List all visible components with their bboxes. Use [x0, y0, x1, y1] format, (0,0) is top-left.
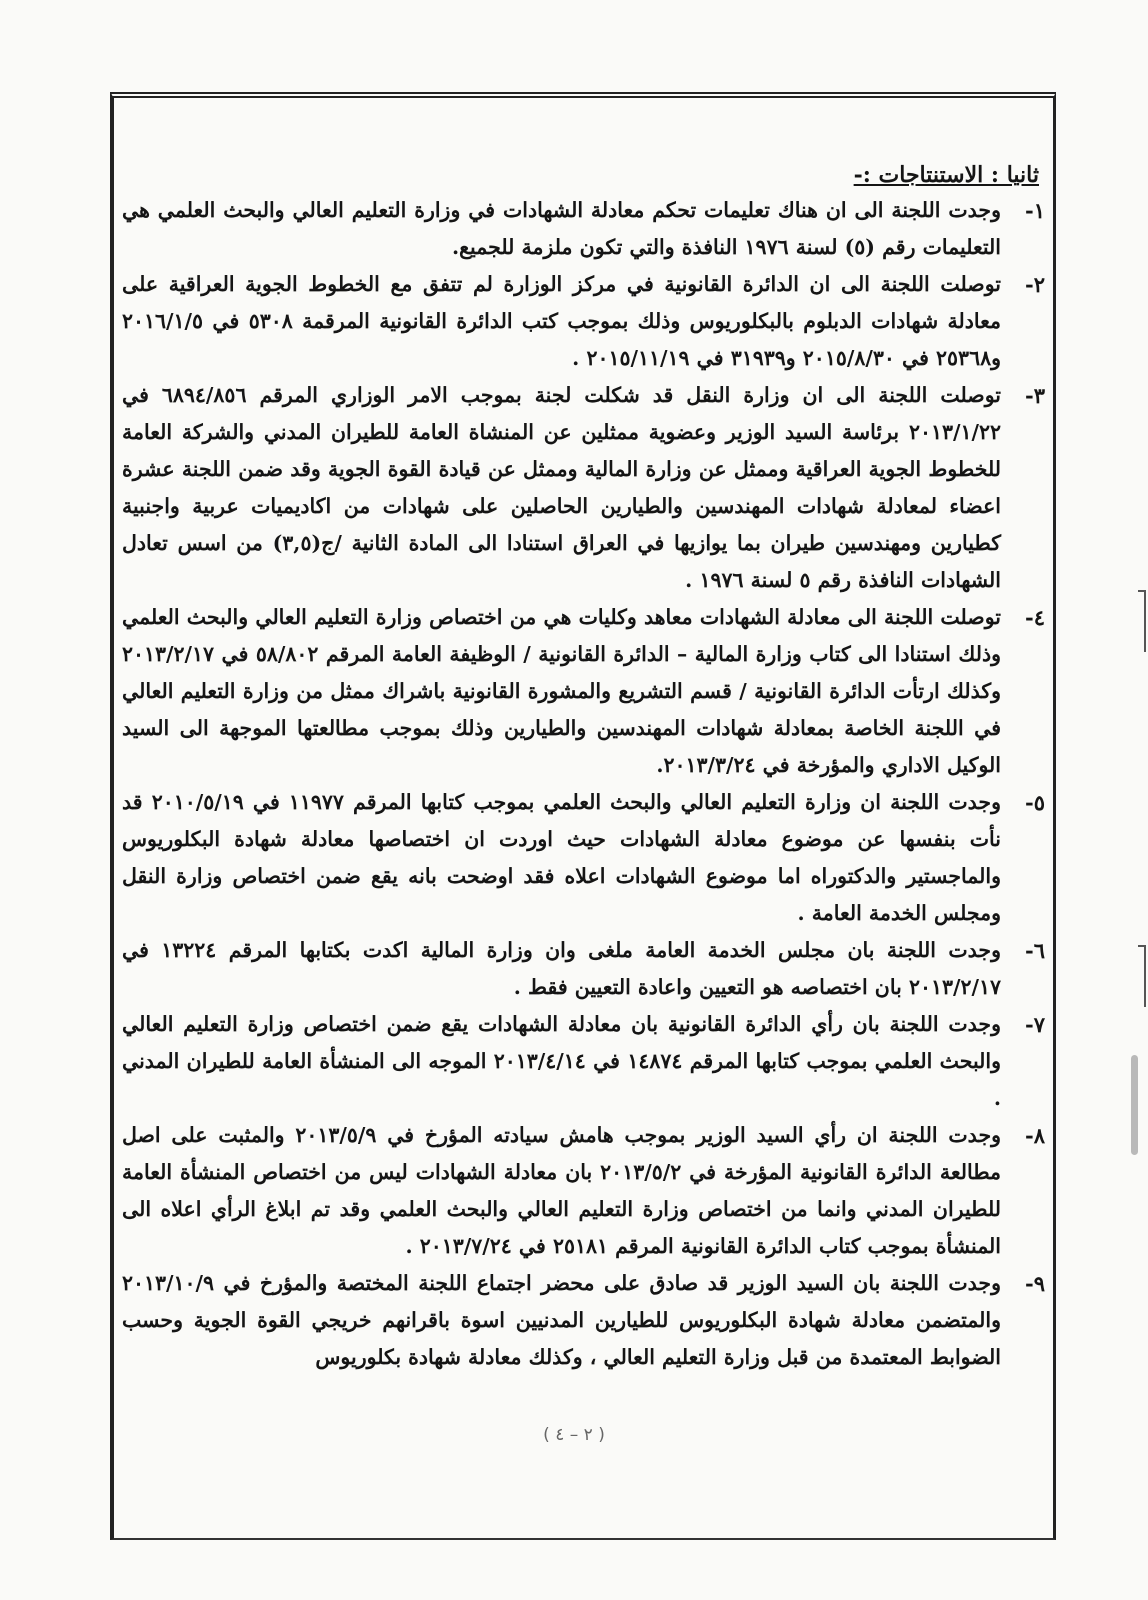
- list-item: [120, 932, 1045, 1006]
- document-body: [120, 160, 1045, 1376]
- list-item: [120, 192, 1045, 266]
- item-text: وجدت اللجنة ان رأي السيد الوزير بموجب هامش سيادته المؤرخ في ٢٠١٣/٥/٩ والمثبت على اصل مطالعة الدائرة القانونية المؤرخة في ٢٠١٣/٥/٢ بان معادلة الشهادات ليس من اختصاص المنشأة العامة للطيران المدني وانما من اختصاص وزارة التعليم العالي والبحث العلمي وقد تم ابلاغ الرأي اعلاه الى المنشأة بموجب كتاب الدائرة القانونية المرقم ٢٥١٨١ في ٢٠١٣/٧/٢٤ .: [122, 1123, 1002, 1258]
- item-text: توصلت اللجنة الى ان وزارة النقل قد شكلت لجنة بموجب الامر الوزاري المرقم ٦٨٩٤/٨٥٦ في ٢٠١٣/١/٢٢ برئاسة السيد الوزير وعضوية ممثلين عن المنشاة العامة للطيران المدني والشركة العامة للخطوط الجوية العراقية وممثل عن وزارة المالية وممثل عن قيادة القوة الجوية وقد ضمن اللجنة عشرة اعضاء لمعادلة شهادات المهندسين والطيارين الحاصلين على شهادات من اكاديميات عربية واجنبية كطيارين ومهندسين طيران بما يوازيها في العراق استنادا الى المادة الثانية /ج(٣,٥) من اسس تعادل الشهادات النافذة رقم ٥ لسنة ١٩٧٦ .: [122, 383, 1001, 592]
- page-number: ( ٢ – ٤ ): [543, 1425, 605, 1445]
- list-item: [120, 377, 1045, 599]
- page-edge-mark: [1138, 590, 1146, 652]
- list-item: [120, 784, 1045, 932]
- item-text: وجدت اللجنة الى ان هناك تعليمات تحكم معادلة الشهادات في وزارة التعليم العالي والبحث العلمي هي التعليمات رقم (٥) لسنة ١٩٧٦ النافذة والتي تكون ملزمة للجميع.: [122, 198, 1002, 259]
- item-number: ٢-: [1025, 272, 1045, 297]
- scrollbar-thumb[interactable]: [1131, 1055, 1138, 1155]
- item-number: ١-: [1025, 198, 1045, 223]
- item-text: توصلت اللجنة الى معادلة الشهادات معاهد وكليات هي من اختصاص وزارة التعليم العالي والبحث العلمي وذلك استنادا الى كتاب وزارة المالية – الدائرة القانونية / الوظيفة العامة المرقم ٥٨/٨٠٢ في ٢٠١٣/٢/١٧ وكذلك ارتأت الدائرة القانونية / قسم التشريع والمشورة القانونية باشراك ممثل من وزارة التعليم العالي في اللجنة الخاصة بمعادلة شهادات المهندسين والطيارين وذلك بموجب مطالعتها الموجهة الى السيد الوكيل الاداري والمؤرخة في ٢٠١٣/٣/٢٤.: [122, 605, 1001, 777]
- item-number: ٨-: [1025, 1123, 1045, 1148]
- item-text: وجدت اللجنة ان وزارة التعليم العالي والبحث العلمي بموجب كتابها المرقم ١١٩٧٧ في ٢٠١٠/٥/١٩ قد نأت بنفسها عن موضوع معادلة الشهادات حيث اوردت ان اختصاصها معادلة شهادة البكلوريوس والماجستير والدكتوراه اما موضوع الشهادات اعلاه فقد اوضحت بانه يقع ضمن اختصاص وزارة النقل ومجلس الخدمة العامة .: [122, 790, 1001, 925]
- list-item: [120, 599, 1045, 784]
- item-text: وجدت اللجنة بان مجلس الخدمة العامة ملغى وان وزارة المالية اكدت بكتابها المرقم ١٣٢٢٤ في ٢٠١٣/٢/١٧ بان اختصاصه هو التعيين واعادة التعيين فقط .: [122, 938, 1001, 999]
- item-number: ٧-: [1025, 1012, 1045, 1037]
- item-text: وجدت اللجنة بان رأي الدائرة القانونية بان معادلة الشهادات يقع ضمن اختصاص وزارة التعليم العالي والبحث العلمي بموجب كتابها المرقم ١٤٨٧٤ في ٢٠١٣/٤/١٤ الموجه الى المنشأة العامة للطيران المدني .: [122, 1012, 1001, 1110]
- item-text: توصلت اللجنة الى ان الدائرة القانونية في مركز الوزارة لم تتفق مع الخطوط الجوية العراقية على معادلة شهادات الدبلوم بالبكلوريوس وذلك بموجب كتب الدائرة القانونية المرقمة ٥٣٠٨ في ٢٠١٦/١/٥ و٢٥٣٦٨ في ٢٠١٥/٨/٣٠ و٣١٩٣٩ في ٢٠١٥/١١/١٩ .: [122, 272, 1001, 370]
- list-item: [120, 1117, 1045, 1265]
- section-heading: ثانيا : الاستنتاجات :-: [853, 162, 1039, 188]
- item-number: ٥-: [1025, 790, 1045, 815]
- page-edge-mark: [1138, 945, 1146, 1007]
- list-item: [120, 1265, 1045, 1376]
- list-item: [120, 266, 1045, 377]
- list-item: [120, 1006, 1045, 1117]
- item-number: ٩-: [1025, 1271, 1045, 1296]
- item-text: وجدت اللجنة بان السيد الوزير قد صادق على محضر اجتماع اللجنة المختصة والمؤرخ في ٢٠١٣/١٠/٩ والمتضمن معادلة شهادة البكلوريوس للطيارين المدنيين اسوة باقرانهم خريجي القوة الجوية وحسب الضوابط المعتمدة من قبل وزارة التعليم العالي ، وكذلك معادلة شهادة بكلوريوس: [122, 1271, 1001, 1369]
- item-number: ٣-: [1025, 383, 1045, 408]
- item-number: ٦-: [1025, 938, 1045, 963]
- item-number: ٤-: [1025, 605, 1045, 630]
